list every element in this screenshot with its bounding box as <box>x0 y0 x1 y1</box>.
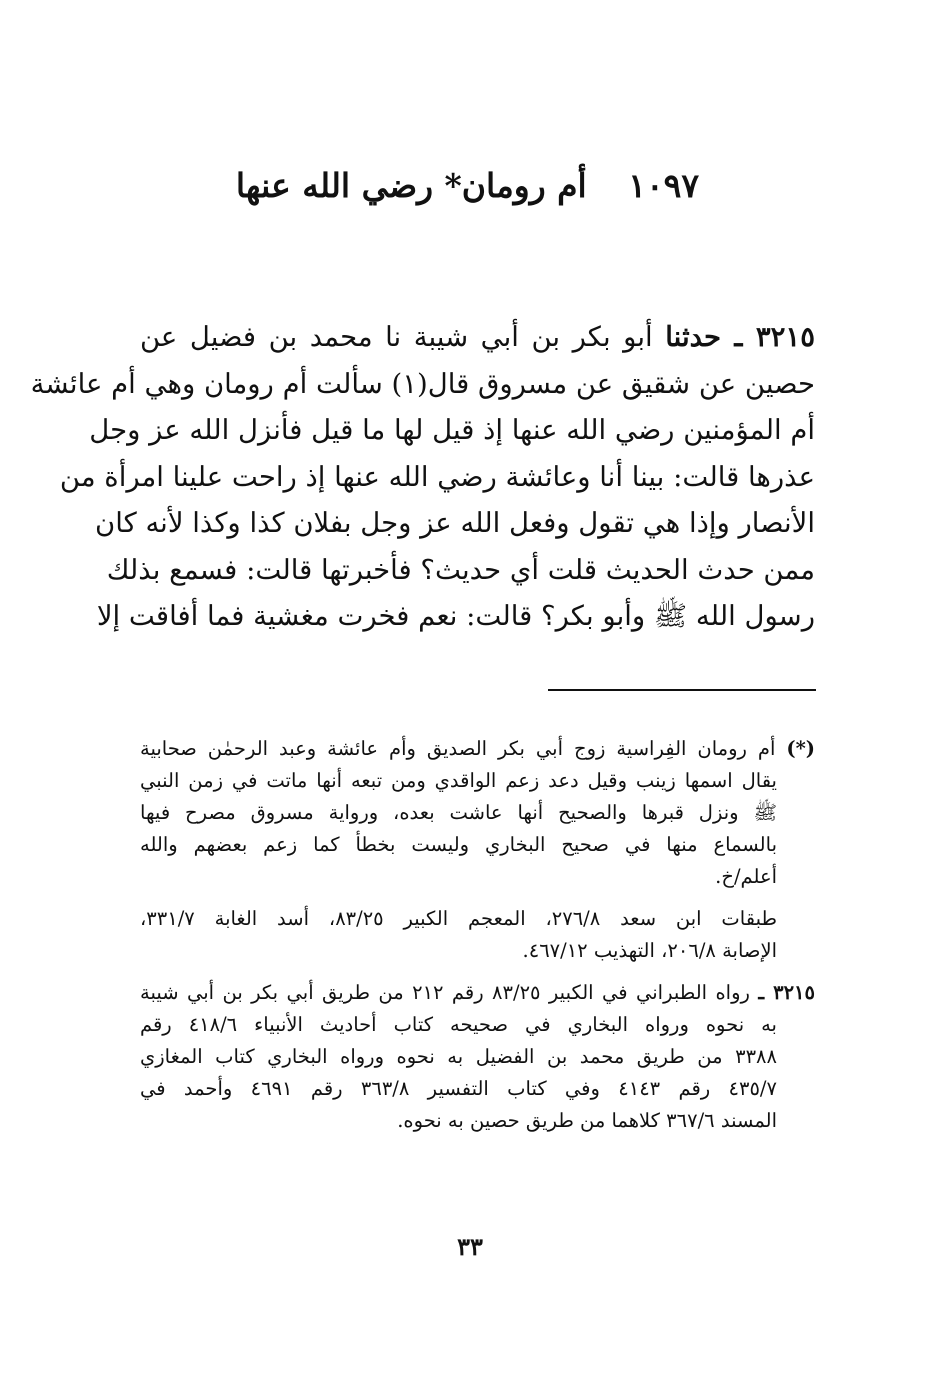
footnote-divider <box>548 689 816 691</box>
hadith-line: حصين عن شقيق عن مسروق قال(١) سألت أم رومان وهي أم عائشة <box>30 367 815 400</box>
footnote-line: المسند ٣٦٧/٦ كلاهما من طريق حصين به نحوه. <box>397 1109 777 1132</box>
footnote-line: ٣٣٨٨ من طريق محمد بن الفضيل به نحوه ورواه البخاري كتاب المغازي <box>140 1045 777 1068</box>
hadith-line: أم المؤمنين رضي الله عنها إذ قيل لها ما قيل فأنزل الله عز وجل <box>89 414 815 446</box>
footnote-line: ﷺ ونزل قبرها والصحيح أنها عاشت بعده، ورواية مسروق مصرح فيها <box>140 801 777 824</box>
hadith-text <box>30 314 815 640</box>
footnote-ref: ٣٢١٥ ـ <box>758 981 815 1004</box>
chapter-number: ١٠٩٧ <box>628 166 700 205</box>
footnote-sources <box>140 903 815 967</box>
chapter-heading <box>120 160 815 212</box>
hadith-line: عذرها قالت: بينا أنا وعائشة رضي الله عنها إذ راحت علينا امرأة من <box>59 460 815 493</box>
chapter-title: أم رومان* رضي الله عنها <box>235 166 587 205</box>
hadith-line: ممن حدث الحديث قلت أي حديث؟ فأخبرتها قالت: فسمع بذلك <box>106 553 815 586</box>
page-number: ٣٣ <box>457 1232 483 1261</box>
hadith-line: ٣٢١٥ ـ حدثنا أبو بكر بن أبي شيبة نا محمد بن فضيل عن <box>140 321 815 353</box>
footnotes <box>140 733 815 1147</box>
footnote-line: الإصابة ٢٠٦/٨، التهذيب ٤٦٧/١٢. <box>522 939 777 962</box>
footnote-line: أعلم/خ. <box>715 865 777 888</box>
footnote-line: بالسماع منها في صحيح البخاري وليست بخطأ كما زعم بعضهم والله <box>140 833 777 856</box>
footnote-line: ٣٢١٥ ـ رواه الطبراني في الكبير ٨٣/٢٥ رقم ٢١٢ من طريق أبي بكر بن أبي شيبة <box>140 981 815 1004</box>
footnote-line: يقال اسمها زينب وقيل دعد زعم الواقدي ومن تبعه أنها ماتت في زمن النبي <box>140 769 777 792</box>
footnote-takhrij <box>140 977 815 1137</box>
footnote-line: طبقات ابن سعد ٢٧٦/٨، المعجم الكبير ٨٣/٢٥، أسد الغابة ٣٣١/٧، <box>140 907 777 930</box>
footnote-biography <box>140 733 815 893</box>
hadith-line: الأنصار وإذا هي تقول وفعل الله عز وجل بفلان كذا وكذا لأنه كان <box>95 507 815 539</box>
hadith-line: رسول الله ﷺ وأبو بكر؟ قالت: نعم فخرت مغشية فما أفاقت إلا <box>96 600 815 632</box>
footnote-marker: (*) <box>786 737 815 760</box>
footnote-line: به نحوه ورواه البخاري في صحيحه كتاب أحاديث الأنبياء ٤١٨/٦ رقم <box>140 1013 777 1036</box>
footnote-line: ٤٣٥/٧ رقم ٤١٤٣ وفي كتاب التفسير ٣٦٣/٨ رقم ٤٦٩١ وأحمد في <box>140 1077 777 1100</box>
footnote-line: (*) أم رومان الفِراسية زوج أبي بكر الصديق وأم عائشة وعبد الرحمٰن صحابية <box>140 737 815 760</box>
hadith-lead: ٣٢١٥ ـ حدثنا <box>665 321 815 353</box>
